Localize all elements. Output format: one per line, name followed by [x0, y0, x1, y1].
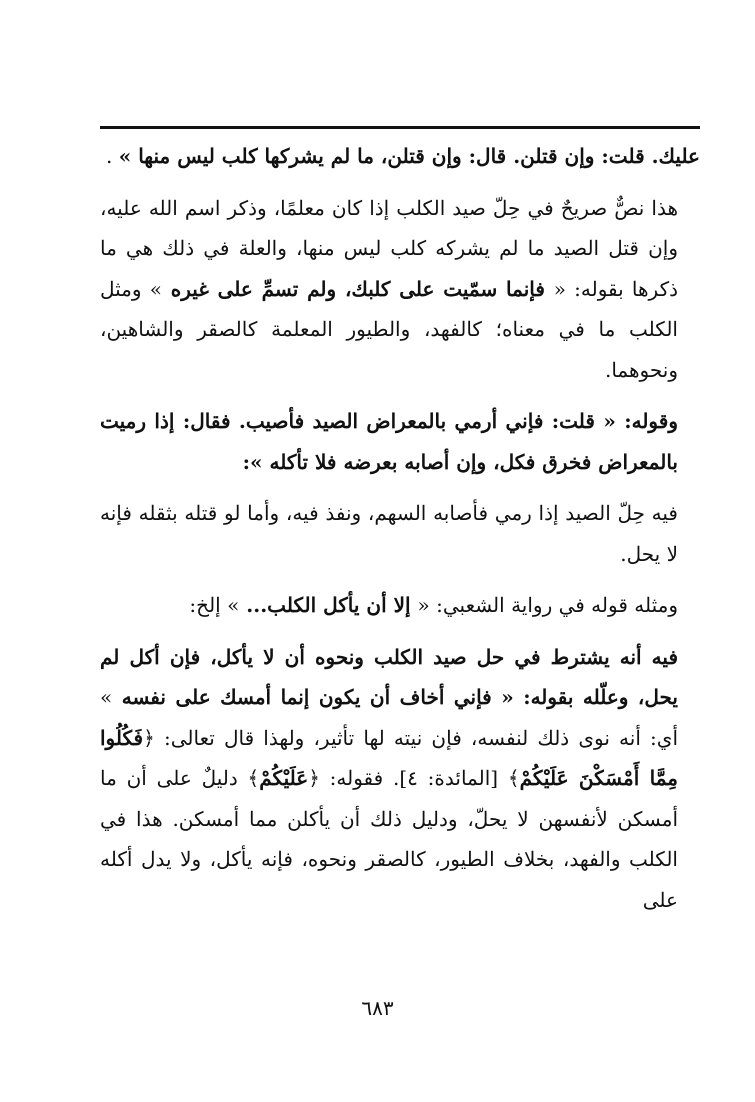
top-rule — [100, 126, 700, 129]
hadith-quote: فإني أخاف أن يكون إنما أمسك على نفسه — [112, 685, 502, 709]
paragraph-2: هذا نصٌّ صريحٌ في حِلّ صيد الكلب إذا كان معلمًا، وذكر اسم الله عليه، وإن قتل الصيد ما لم يشركه كلب ليس منها، والعلة في ذلك هي ما ذكرها بقوله: « فإنما سمّيت على كلبك، ولم تسمِّ على غيره » ومثل الكلب ما في معناه؛ كالفهد، والطيور المعلمة كالصقر والشاهين، ونحوهما. — [100, 195, 679, 382]
body-text — [100, 136, 700, 920]
paragraph-5: ومثله قوله في رواية الشعبي: « إلا أن يأكل الكلب... » إلخ: — [189, 593, 678, 617]
hadith-quote: قلت: فإني أرمي بالمعراض الصيد فأصيب. فقال: إذا رميت بالمعراض فخرق فكل، وإن أصابه بعرضه فلا تأكله — [100, 409, 678, 474]
paragraph-4: فيه حِلّ الصيد إذا رمي فأصابه السهم، ونفذ فيه، وأما لو قتله بثقله فإنه لا يحل. — [100, 501, 678, 566]
paragraph-6: فيه أنه يشترط في حل صيد الكلب ونحوه أن لا يأكل، فإن أكل لم يحل، وعلّله بقوله: « فإني أخاف أن يكون إنما أمسك على نفسه » أي: أنه نوى ذلك لنفسه، فإن نيته لها تأثير، ولهذا قال تعالى: ﴿فَكُلُوا مِمَّا أَمْسَكْنَ عَلَيْكُمْ﴾ [المائدة: ٤]. فقوله: ﴿عَلَيْكُمْ﴾ دليلٌ على أن ما أمسكن لأنفسهن لا يحلّ، ودليل ذلك أن يأكلن مما أمسكن. هذا في الكلب والفهد، بخلاف الطيور، كالصقر ونحوه، فإنه يأكل، ولا يدل أكله على — [100, 644, 679, 912]
quran-verse: عَلَيْكُمْ — [259, 766, 309, 790]
paragraph-1: عليك. قلت: وإن قتلن. قال: وإن قتلن، ما لم يشركها كلب ليس منها » . — [106, 144, 700, 168]
paragraph-3: وقوله: « قلت: فإني أرمي بالمعراض الصيد فأصيب. فقال: إذا رميت بالمعراض فخرق فكل، وإن أصابه بعرضه فلا تأكله »: — [100, 409, 678, 474]
page-number: ٦٨٣ — [361, 996, 394, 1020]
quran-verse: فَكُلُوا مِمَّا أَمْسَكْنَ عَلَيْكُمْ — [100, 725, 678, 790]
hadith-quote: فإنما سمّيت على كلبك، ولم تسمِّ على غيره — [161, 276, 554, 301]
hadith-quote: إلا أن يأكل الكلب... — [239, 593, 418, 617]
